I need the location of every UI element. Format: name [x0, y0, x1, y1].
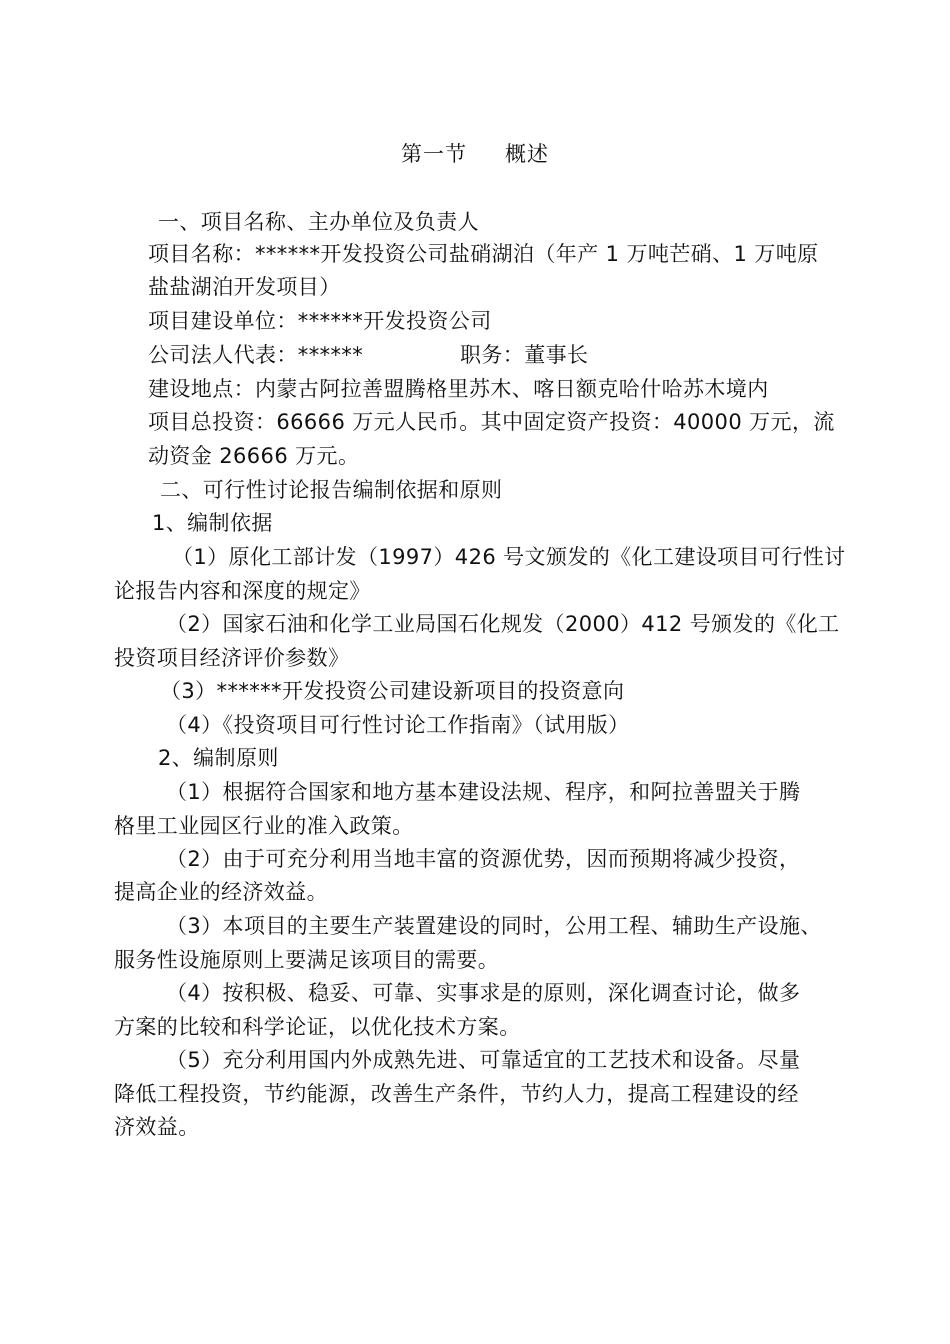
principle-4: （4）按积极、稳妥、可靠、实事求是的原则，深化调查讨论，做多 — [166, 981, 801, 1005]
subheading-basis: 二、可行性讨论报告编制依据和原则 — [160, 478, 503, 502]
principle-3: （3）本项目的主要生产装置建设的同时，公用工程、辅助生产设施、 — [166, 914, 822, 938]
basis-item-1: （1）原化工部计发（1997）426 号文颁发的《化工建设项目可行性讨 — [172, 545, 846, 569]
principle-1: （1）根据符合国家和地方基本建设法规、程序，和阿拉善盟关于腾 — [166, 780, 801, 804]
section-number: 第一节 — [401, 142, 467, 166]
total-investment-cont: 动资金 26666 万元。 — [148, 444, 360, 468]
construction-site: 建设地点：内蒙古阿拉善盟腾格里苏木、喀日额克哈什哈苏木境内 — [148, 377, 769, 401]
project-name-cont: 盐盐湖泊开发项目） — [148, 275, 341, 299]
principle-3-cont: 服务性设施原则上要满足该项目的需要。 — [114, 948, 500, 972]
basis-item-4: （4）《投资项目可行性讨论工作指南》（试用版） — [166, 713, 630, 737]
basis-item-3: （3）******开发投资公司建设新项目的投资意向 — [160, 679, 625, 703]
principle-5-cont-2: 济效益。 — [114, 1115, 200, 1139]
construction-unit: 项目建设单位：******开发投资公司 — [148, 309, 492, 333]
section-heading — [0, 138, 950, 170]
principle-2-cont: 提高企业的经济效益。 — [114, 880, 328, 904]
principle-5: （5）充分利用国内外成熟先进、可靠适宜的工艺技术和设备。尽量 — [166, 1048, 801, 1072]
section-title: 概述 — [505, 142, 549, 166]
legal-representative-line — [148, 339, 588, 371]
subheading-project-info: 一、项目名称、主办单位及负责人 — [158, 210, 479, 234]
basis-item-2: （2）国家石油和化学工业局国石化规发（2000）412 号颁发的《化工 — [166, 612, 840, 636]
basis-item-1-cont: 论报告内容和深度的规定》 — [114, 579, 371, 603]
principle-4-cont: 方案的比较和科学论证，以优化技术方案。 — [114, 1015, 521, 1039]
principle-5-cont: 降低工程投资，节约能源，改善生产条件，节约人力，提高工程建设的经 — [114, 1082, 799, 1106]
basis-item-2-cont: 投资项目经济评价参数》 — [114, 646, 350, 670]
total-investment: 项目总投资：66666 万元人民币。其中固定资产投资：40000 万元，流 — [148, 410, 835, 434]
principles-heading: 2、编制原则 — [158, 746, 279, 770]
position: 职务：董事长 — [460, 343, 589, 367]
project-name-line: 项目名称：******开发投资公司盐硝湖泊（年产 1 万吨芒硝、1 万吨原 — [148, 242, 819, 266]
principle-1-cont: 格里工业园区行业的准入政策。 — [114, 814, 414, 838]
legal-representative: 公司法人代表：****** — [148, 343, 364, 367]
principle-2: （2）由于可充分利用当地丰富的资源优势，因而预期将减少投资， — [166, 847, 801, 871]
basis-heading: 1、编制依据 — [152, 511, 273, 535]
